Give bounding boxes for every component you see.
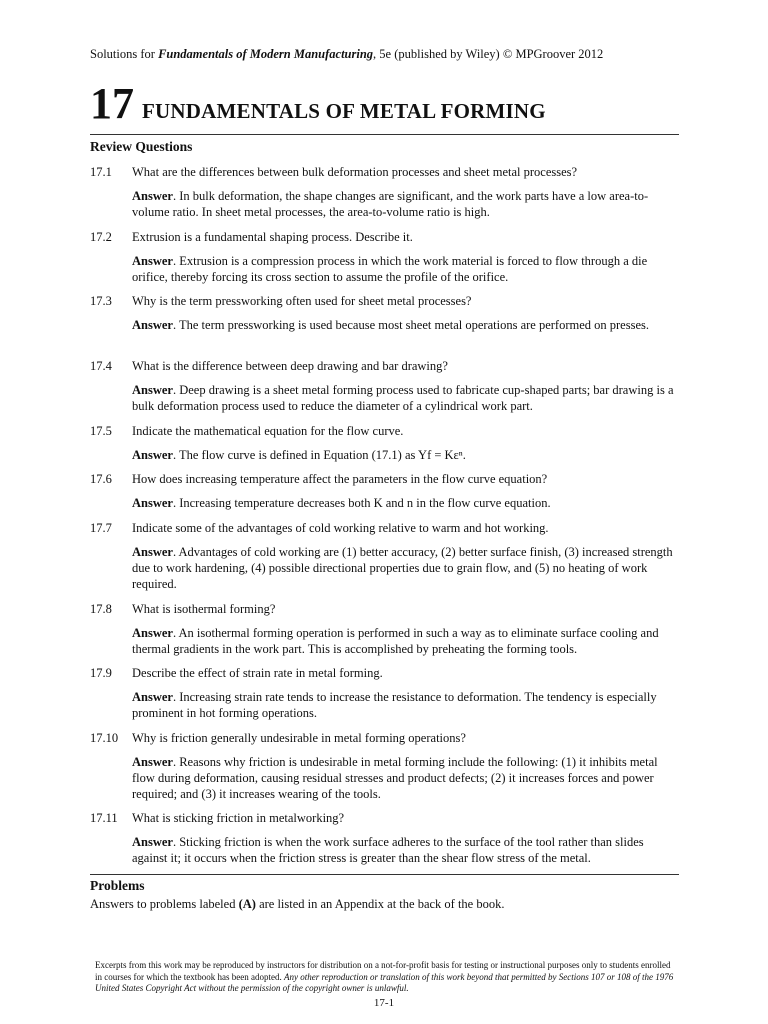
answer-label: Answer xyxy=(132,496,173,510)
question-number: 17.6 xyxy=(90,472,112,486)
question-text: What is the difference between deep drawing and bar drawing? xyxy=(132,359,448,373)
header-prefix: Solutions for xyxy=(90,47,159,61)
answer-text: . An isothermal forming operation is performed in such a way as to eliminate surface cooling and thermal gradients in the work part. This is accomplished by preheating the forming tools. xyxy=(132,626,659,656)
page-number: 17-1 xyxy=(373,997,395,1009)
answer-text: . Extrusion is a compression process in which the work material is forced to flow through a die orifice, thereby forcing its cross section to assume the profile of the orifice. xyxy=(132,254,648,284)
problems-intro-label: (A) xyxy=(238,897,256,911)
running-header xyxy=(90,47,603,62)
question-number: 17.1 xyxy=(90,165,112,179)
question-text: Indicate the mathematical equation for the flow curve. xyxy=(132,424,404,438)
answer-label: Answer xyxy=(132,626,173,640)
question-number: 17.11 xyxy=(90,811,118,825)
question-text: What is sticking friction in metalworking? xyxy=(132,811,345,825)
question-text: What is isothermal forming? xyxy=(132,602,276,616)
answer-text: . Advantages of cold working are (1) better accuracy, (2) better surface finish, (3) increased strength due to work hardening, (4) possible directional properties due to grain flow, and (5) no heating of work required. xyxy=(132,545,673,591)
question-text: Why is the term pressworking often used for sheet metal processes? xyxy=(132,294,472,308)
answer xyxy=(132,447,679,463)
copyright-notice xyxy=(95,960,675,995)
answer xyxy=(132,834,679,866)
answer-label: Answer xyxy=(132,318,173,332)
answer-text: . Sticking friction is when the work surface adheres to the surface of the tool rather than slides against it; it occurs when the friction stress is greater than the shear flow stress of the metal. xyxy=(132,835,644,865)
question-number: 17.9 xyxy=(90,666,112,680)
question-number: 17.10 xyxy=(90,731,119,745)
review-questions-heading: Review Questions xyxy=(90,139,193,154)
answer-text: . Increasing strain rate tends to increase the resistance to deformation. The tendency is especially prominent in hot forming operations. xyxy=(132,690,657,720)
divider xyxy=(90,134,679,135)
question-text: Extrusion is a fundamental shaping process. Describe it. xyxy=(132,230,413,244)
review-item xyxy=(90,665,679,721)
answer xyxy=(132,625,679,657)
answer-text: . The flow curve is defined in Equation (17.1) as Yf = Kεⁿ. xyxy=(172,448,466,462)
answer-label: Answer xyxy=(132,383,173,397)
answer-label: Answer xyxy=(132,448,173,462)
review-item xyxy=(90,601,679,657)
copyright-notice-italic: Any other reproduction or translation of this work beyond that permitted by Sections 107 or 108 of the 1976 United States Copyright Act without the permission of the copyright owner is unlawful. xyxy=(95,971,674,993)
answer-text: . Reasons why friction is undesirable in metal forming include the following: (1) it inhibits metal flow during deformation, causing residual stresses and product defects; (2) it increases forces and power required; and (3) it increases wearing of the tools. xyxy=(132,755,658,801)
review-item xyxy=(90,423,679,463)
answer-text: . Increasing temperature decreases both K and n in the flow curve equation. xyxy=(172,496,551,510)
answer-text: . The term pressworking is used because most sheet metal operations are performed on presses. xyxy=(172,318,649,332)
review-item xyxy=(90,520,679,592)
answer-text: . In bulk deformation, the shape changes are significant, and the work parts have a low area-to-volume ratio. In sheet metal processes, the area-to-volume ratio is high. xyxy=(132,189,649,219)
problems-intro-prefix: Answers to problems labeled xyxy=(90,897,239,911)
question-number: 17.8 xyxy=(90,602,112,616)
review-item xyxy=(90,229,679,285)
review-item xyxy=(90,810,679,866)
question-number: 17.4 xyxy=(90,359,112,373)
question-number: 17.3 xyxy=(90,294,112,308)
review-item xyxy=(90,358,679,414)
answer-label: Answer xyxy=(132,690,173,704)
header-suffix: , 5e (published by Wiley) © MPGroover 2012 xyxy=(373,47,604,61)
question-number: 17.2 xyxy=(90,230,112,244)
review-item xyxy=(90,471,679,511)
answer xyxy=(132,495,679,511)
divider xyxy=(90,874,679,875)
chapter-title: FUNDAMENTALS OF METAL FORMING xyxy=(142,99,546,123)
question-text: Why is friction generally undesirable in metal forming operations? xyxy=(132,731,466,745)
answer xyxy=(132,188,679,220)
question-text: Indicate some of the advantages of cold working relative to warm and hot working. xyxy=(132,521,549,535)
answer xyxy=(132,689,679,721)
problems-intro xyxy=(90,897,504,912)
answer xyxy=(132,253,679,285)
problems-intro-suffix: are listed in an Appendix at the back of the book. xyxy=(255,897,505,911)
problems-heading: Problems xyxy=(90,878,145,893)
chapter-number: 17 xyxy=(90,79,134,128)
question-number: 17.5 xyxy=(90,424,112,438)
question-text: What are the differences between bulk deformation processes and sheet metal processes? xyxy=(132,165,578,179)
question-text: How does increasing temperature affect the parameters in the flow curve equation? xyxy=(132,472,548,486)
answer xyxy=(132,544,679,592)
copyright-notice-plain: Excerpts from this work may be reproduced by instructors for distribution on a not-for-profit basis for testing or instructional purposes only to students enrolled in courses for which the textbook has been adopted. xyxy=(95,960,671,982)
answer-label: Answer xyxy=(132,545,173,559)
answer-label: Answer xyxy=(132,835,173,849)
answer-text: . Deep drawing is a sheet metal forming process used to fabricate cup-shaped parts; bar drawing is a bulk deformation process used to reduce the diameter of a cylindrical work part. xyxy=(132,383,674,413)
answer-label: Answer xyxy=(132,254,173,268)
review-item xyxy=(90,730,679,802)
question-text: Describe the effect of strain rate in metal forming. xyxy=(132,666,383,680)
answer xyxy=(132,382,679,414)
answer xyxy=(132,317,679,333)
answer xyxy=(132,754,679,802)
header-book-title: Fundamentals of Modern Manufacturing xyxy=(158,47,374,61)
chapter-heading xyxy=(90,78,546,129)
question-number: 17.7 xyxy=(90,521,112,535)
answer-label: Answer xyxy=(132,189,173,203)
answer-label: Answer xyxy=(132,755,173,769)
review-item xyxy=(90,164,679,220)
review-item xyxy=(90,293,679,333)
